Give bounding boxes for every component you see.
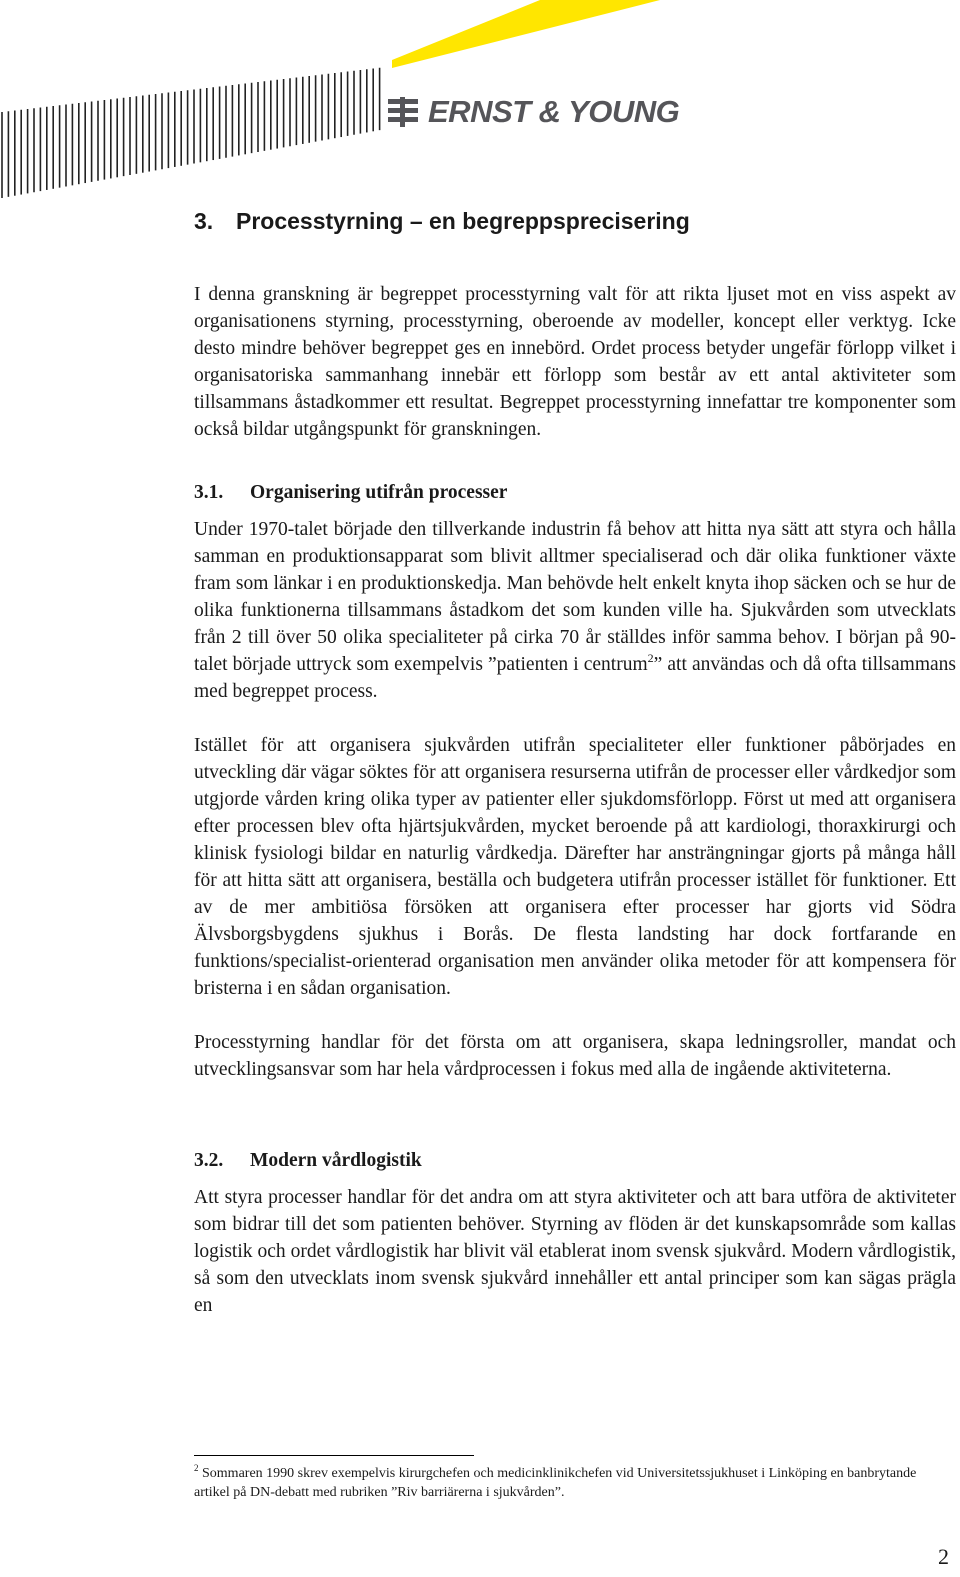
footnote [194, 1464, 934, 1502]
subsection-heading-3-2 [194, 1147, 956, 1174]
barcode-stripes [2, 68, 380, 198]
footnote-text: Sommaren 1990 skrev exempelvis kirurgchefen och medicinklinikchefen vid Universitetssjukhuset i Linköping en banbrytande artikel på DN-debatt med rubriken ”Riv barriärerna i sjukvården”. [194, 1466, 917, 1500]
footnote-marker: 2 [194, 1463, 199, 1473]
page-content [194, 200, 956, 1319]
intro-paragraph: I denna granskning är begreppet processtyrning valt för att rikta ljuset mot en viss aspekt av organisationens styrning, processtyrning, oberoende av modeller, koncept eller verktyg. Icke desto mindre behöver begreppet ges en innebörd. Ordet process betyder ungefär förlopp vilket i organisatoriska sammanhang innebär ett förlopp som består av ett antal aktiviteter som tillsammans åstadkommer ett resultat. Begreppet processtyrning innefattar tre komponenter som också bildar utgångspunkt för granskningen. [194, 284, 956, 440]
section-title: Processtyrning – en begreppsprecisering [236, 208, 690, 234]
footnote-reference: 2 [647, 651, 654, 665]
ernst-young-logo [388, 92, 679, 132]
yellow-beam [392, 0, 660, 68]
subsection-title: Modern vårdlogistik [250, 1150, 422, 1171]
logo-mark-icon [388, 97, 418, 127]
subsection-number: 3.1. [194, 482, 224, 503]
logo-text: ERNST & YOUNG [428, 94, 680, 129]
subsection-number: 3.2. [194, 1150, 224, 1171]
paragraph [194, 516, 956, 705]
paragraph: Att styra processer handlar för det andra om att styra aktiviteter och att bara utföra de aktiviteter som bidrar till det som patienten behöver. Styrning av flöden är det kunskapsområde som kallas logistik och ordet vårdlogistik har blivit väl etablerat inom svensk sjukvård. Modern vårdlogistik, så som den utvecklats inom svensk sjukvård innehåller ett antal principer som kan sägas prägla en [194, 1187, 956, 1316]
page-number: 2 [938, 1544, 949, 1569]
section-heading [194, 206, 956, 236]
paragraph-text: ” att användas och då ofta tillsammans med begreppet process. [194, 654, 956, 702]
subsection-title: Organisering utifrån processer [250, 482, 508, 503]
footnote-separator [194, 1455, 474, 1456]
subsection-heading-3-1 [194, 479, 956, 506]
paragraph-text: Under 1970-talet började den tillverkande industrin få behov att hitta nya sätt att styra och hålla samman en produktionsapparat som blivit alltmer specialiserad och där olika funktioner växte fram som länkar i en produktionskedja. Man behövde helt enkelt knyta ihop säcken och se hur de olika funktionerna tillsammans åstadkom det som kunden ville ha. Sjukvården som utvecklats från 2 till över 50 olika specialiteter på cirka 70 år ställdes inför samma behov. I början på 90-talet började uttryck som exempelvis ”patienten i centrum [194, 519, 956, 675]
paragraph: Processtyrning handlar för det första om att organisera, skapa ledningsroller, mandat och utvecklingsansvar som har hela vårdprocessen i fokus med alla de ingående aktiviteterna. [194, 1032, 956, 1080]
paragraph: Istället för att organisera sjukvården utifrån specialiteter eller funktioner påbörjades en utveckling där vägar söktes för att organisera resurserna utifrån de processer eller vårdkedjor som utgjorde vården kring olika typer av patienter eller sjukdomsförlopp. Först ut med att organisera efter processen blev ofta hjärtsjukvården, mycket beroende på att kardiologi, thoraxkirurgi och klinisk fysiologi bildar en naturlig vårdkedja. Därefter har ansträngningar gjorts på många håll för att hitta sätt att organisera, beställa och budgetera utifrån processer istället för funktioner. Ett av de mer ambitiösa försöken att organisera efter processer har gjorts vid Södra Älvsborgsbygdens sjukhus i Borås. De flesta landsting har dock fortfarande en funktions/specialist-orienterad organisation men använder olika metoder för att kompensera för bristerna i en sådan organisation. [194, 735, 956, 999]
section-number: 3. [194, 208, 214, 234]
